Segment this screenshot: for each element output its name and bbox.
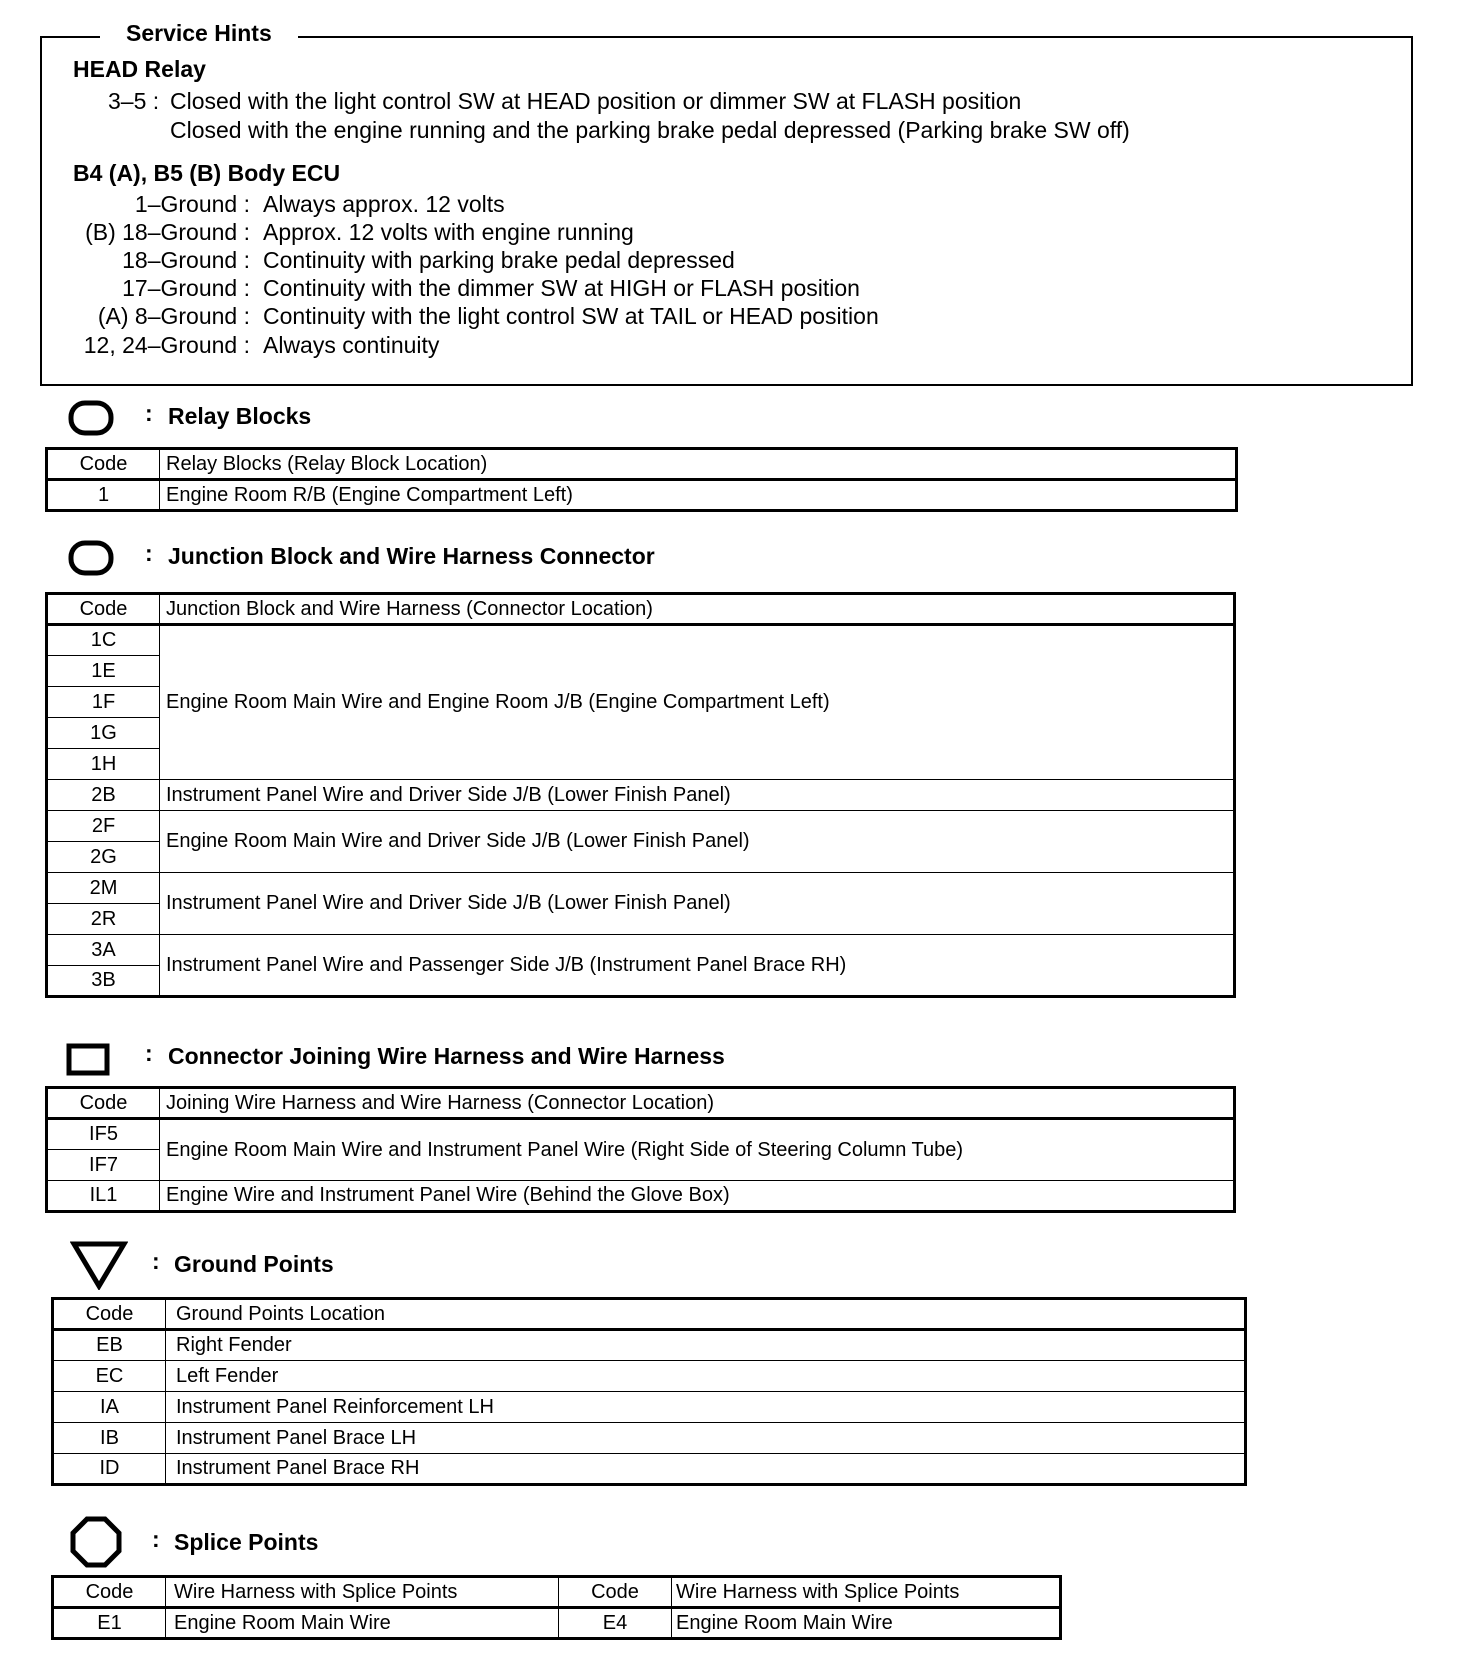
section-colon: :: [152, 1248, 160, 1274]
table-row: [53, 1454, 1246, 1485]
header-desc: Wire Harness with Splice Points: [672, 1577, 1061, 1608]
cell-desc: Engine Room Main Wire and Instrument Panel Wire (Right Side of Steering Column Tube): [160, 1119, 1235, 1181]
body-ecu-heading: B4 (A), B5 (B) Body ECU: [73, 160, 341, 186]
body-ecu-item-code: 1–Ground :: [134, 191, 250, 217]
cell-code: 3B: [47, 966, 160, 997]
table-header-row: [47, 1088, 1235, 1119]
header-desc: Joining Wire Harness and Wire Harness (Connector Location): [160, 1088, 1235, 1119]
body-ecu-item-code: 12, 24–Ground :: [83, 332, 250, 358]
cell-code: E1: [53, 1608, 166, 1639]
cell-code: 1F: [47, 687, 160, 718]
table-row: [47, 873, 1235, 904]
cell-desc: Right Fender: [166, 1330, 1246, 1361]
body-ecu-item-code: 17–Ground :: [122, 275, 250, 301]
head-relay-code: 3–5 :: [108, 88, 160, 114]
cell-code: 1G: [47, 718, 160, 749]
table-row: [53, 1423, 1246, 1454]
table-row: [47, 1119, 1235, 1150]
table-row: [53, 1330, 1246, 1361]
cell-desc: Engine Room Main Wire and Driver Side J/B (Lower Finish Panel): [160, 811, 1235, 873]
splice-points-table: [51, 1575, 1062, 1640]
body-ecu-item-code: (A) 8–Ground :: [97, 303, 250, 329]
splice-points-title: Splice Points: [174, 1529, 319, 1555]
cell-desc: Left Fender: [166, 1361, 1246, 1392]
cell-code: 1C: [47, 625, 160, 656]
table-row: [47, 1181, 1235, 1212]
cell-code: E4: [559, 1608, 672, 1639]
section-colon: :: [145, 400, 153, 426]
connectors-table: [45, 1086, 1236, 1213]
table-row: [53, 1392, 1246, 1423]
header-code: Code: [47, 449, 160, 480]
cell-desc: Instrument Panel Brace LH: [166, 1423, 1246, 1454]
rounded-rectangle-icon: [68, 540, 114, 576]
cell-code: EC: [53, 1361, 166, 1392]
body-ecu-item-code: 18–Ground :: [122, 247, 250, 273]
head-relay-line: Closed with the light control SW at HEAD position or dimmer SW at FLASH position: [170, 88, 1022, 114]
header-desc: Wire Harness with Splice Points: [166, 1577, 559, 1608]
junction-blocks-title: Junction Block and Wire Harness Connector: [168, 543, 655, 569]
header-code: Code: [559, 1577, 672, 1608]
table-header-row: [53, 1299, 1246, 1330]
body-ecu-item-desc: Always approx. 12 volts: [263, 191, 505, 217]
body-ecu-item-desc: Continuity with parking brake pedal depressed: [263, 247, 735, 273]
connectors-title: Connector Joining Wire Harness and Wire Harness: [168, 1043, 725, 1069]
head-relay-line: Closed with the engine running and the parking brake pedal depressed (Parking brake SW off): [170, 117, 1130, 143]
cell-desc: Engine Room Main Wire and Engine Room J/B (Engine Compartment Left): [160, 625, 1235, 780]
header-code: Code: [47, 1088, 160, 1119]
cell-code: 3A: [47, 935, 160, 966]
relay-blocks-title: Relay Blocks: [168, 403, 312, 429]
square-icon: [66, 1043, 112, 1077]
table-row: [53, 1361, 1246, 1392]
cell-code: IB: [53, 1423, 166, 1454]
cell-code: IL1: [47, 1181, 160, 1212]
cell-code: IA: [53, 1392, 166, 1423]
table-row: [47, 625, 1235, 656]
header-desc: Relay Blocks (Relay Block Location): [160, 449, 1237, 480]
body-ecu-item-desc: Always continuity: [263, 332, 440, 358]
junction-blocks-table: [45, 592, 1236, 998]
table-row: [47, 811, 1235, 842]
cell-code: 1H: [47, 749, 160, 780]
ground-points-title: Ground Points: [174, 1251, 334, 1277]
header-code: Code: [53, 1299, 166, 1330]
cell-code: 1E: [47, 656, 160, 687]
section-colon: :: [152, 1526, 160, 1552]
body-ecu-item-code: (B) 18–Ground :: [85, 219, 250, 245]
cell-code: 2M: [47, 873, 160, 904]
cell-code: 2F: [47, 811, 160, 842]
header-code: Code: [47, 594, 160, 625]
service-hints-title: Service Hints: [100, 20, 298, 47]
cell-code: IF5: [47, 1119, 160, 1150]
cell-code: IF7: [47, 1150, 160, 1181]
table-header-row: [47, 449, 1237, 480]
header-desc: Junction Block and Wire Harness (Connector Location): [160, 594, 1235, 625]
table-row: [53, 1608, 1061, 1639]
relay-blocks-table: [45, 447, 1238, 512]
cell-desc: Instrument Panel Reinforcement LH: [166, 1392, 1246, 1423]
inverted-triangle-icon: [70, 1240, 128, 1290]
octagon-icon: [70, 1516, 122, 1568]
table-header-row: [53, 1577, 1061, 1608]
header-code: Code: [53, 1577, 166, 1608]
body-ecu-item-desc: Approx. 12 volts with engine running: [263, 219, 634, 245]
section-colon: :: [145, 540, 153, 566]
table-row: [47, 480, 1237, 511]
cell-desc: Instrument Panel Wire and Driver Side J/B (Lower Finish Panel): [160, 873, 1235, 935]
cell-code: 2R: [47, 904, 160, 935]
table-header-row: [47, 594, 1235, 625]
cell-code: ID: [53, 1454, 166, 1485]
body-ecu-item-desc: Continuity with the dimmer SW at HIGH or FLASH position: [263, 275, 860, 301]
cell-code: 2B: [47, 780, 160, 811]
cell-code: 2G: [47, 842, 160, 873]
body-ecu-item-desc: Continuity with the light control SW at TAIL or HEAD position: [263, 303, 879, 329]
cell-desc: Instrument Panel Brace RH: [166, 1454, 1246, 1485]
head-relay-heading: HEAD Relay: [73, 56, 206, 82]
cell-desc: Instrument Panel Wire and Driver Side J/B (Lower Finish Panel): [160, 780, 1235, 811]
rounded-rectangle-icon: [68, 400, 114, 436]
section-colon: :: [145, 1040, 153, 1066]
header-desc: Ground Points Location: [166, 1299, 1246, 1330]
table-row: [47, 935, 1235, 966]
cell-desc: Engine Room Main Wire: [672, 1608, 1061, 1639]
table-row: [47, 780, 1235, 811]
cell-desc: Instrument Panel Wire and Passenger Side J/B (Instrument Panel Brace RH): [160, 935, 1235, 997]
ground-points-table: [51, 1297, 1247, 1486]
cell-desc: Engine Room R/B (Engine Compartment Left): [160, 480, 1237, 511]
cell-code: EB: [53, 1330, 166, 1361]
cell-desc: Engine Room Main Wire: [166, 1608, 559, 1639]
cell-code: 1: [47, 480, 160, 511]
cell-desc: Engine Wire and Instrument Panel Wire (Behind the Glove Box): [160, 1181, 1235, 1212]
